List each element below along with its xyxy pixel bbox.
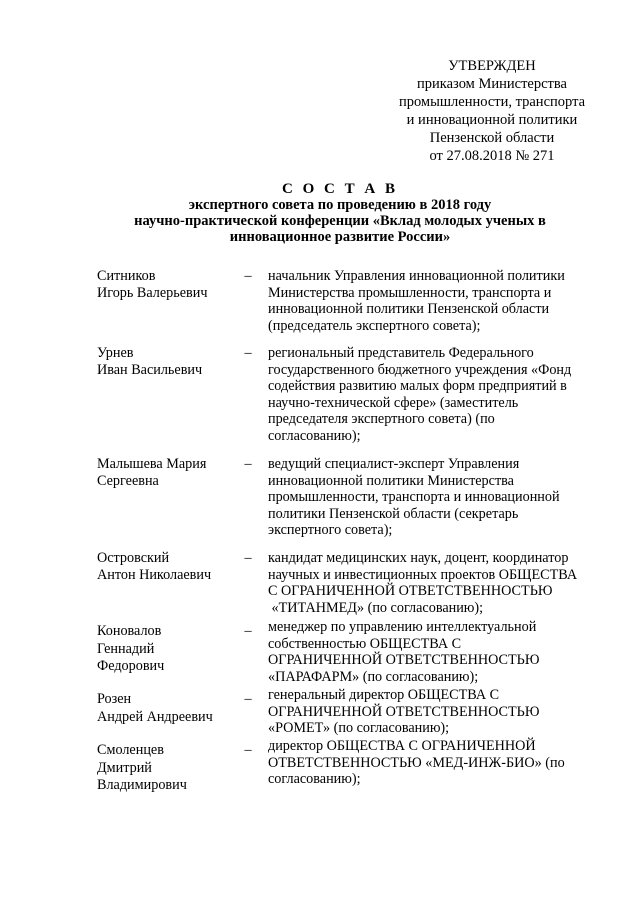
member-name-line: Дмитрий [97,759,152,776]
member-name [97,691,232,726]
member-role [268,268,613,334]
member-role-line: инновационной политики Пензенской области [268,301,550,317]
member-name [97,550,232,583]
member-name [97,268,232,301]
member-role-line: экспертного совета); [268,522,393,538]
member-dash: – [244,550,252,566]
member-name [97,623,232,676]
member-name-line: Андрей Андреевич [97,708,213,725]
member-role-line: «ПАРАФАРМ» (по согласованию); [268,668,479,685]
member-name-line: Смоленцев [97,742,164,758]
title-line: инновационное развитие России» [229,229,451,245]
member-role-line: ОГРАНИЧЕННОЙ ОТВЕТСТВЕННОСТЬЮ [268,703,540,720]
member-name-line: Островский [97,550,170,566]
approval-line: и инновационной политики [406,112,578,128]
member-dash: – [244,456,252,472]
member-name-line: Сергеевна [97,472,159,489]
member-role [268,738,613,788]
member-role [268,550,613,616]
member-name-line: Малышева Мария [97,456,207,472]
member-role-line: согласованию); [268,771,361,787]
member-role-line: Министерства промышленности, транспорта и [268,284,552,301]
title-line: экспертного совета по проведению в 2018 году [188,197,492,213]
member-role-line: собственностью ОБЩЕСТВА С [268,635,462,652]
member-role-line: согласованию); [268,427,361,444]
title-heading: С О С Т А В [282,181,398,197]
member-role-line: (председатель экспертного совета); [268,317,481,334]
member-role-line: менеджер по управлению интеллектуальной [268,619,537,635]
title-line: научно-практической конференции «Вклад молодых ученых в [134,213,546,229]
member-role-line: инновационной политики Министерства [268,472,514,489]
member-dash: – [244,691,252,707]
member-name-line: Урнев [97,345,134,361]
member-dash: – [244,345,252,361]
member-role-line: региональный представитель Федерального [268,345,534,361]
document-title [40,181,640,245]
member-role-line: «ТИТАНМЕД» (по согласованию); [268,599,484,616]
member-role-line: научно-технической сфере» (заместитель [268,394,519,411]
approval-line: Пензенской области [429,130,555,146]
member-role-line: промышленности, транспорта и инновационной [268,489,560,505]
member-role [268,345,613,444]
approval-line: приказом Министерства [417,76,567,92]
member-name-line: Антон Николаевич [97,566,212,583]
member-role [268,456,613,539]
member-role-line: научных и инвестиционных проектов ОБЩЕСТВА [268,566,578,583]
member-role-line: председателя экспертного совета) (по [268,411,495,427]
approval-line: промышленности, транспорта [398,94,586,110]
member-role-line: генеральный директор ОБЩЕСТВА С [268,687,500,703]
member-name [97,742,232,795]
member-role-line: начальник Управления инновационной политики [268,268,565,284]
member-name-line: Игорь Валерьевич [97,284,208,301]
approval-line: УТВЕРЖДЕН [448,58,536,74]
member-role [268,687,613,737]
member-role-line: ОТВЕТСТВЕННОСТЬЮ «МЕД-ИНЖ-БИО» (по [268,754,565,771]
member-role-line: «РОМЕТ» (по согласованию); [268,720,450,736]
member-role-line: ОГРАНИЧЕННОЙ ОТВЕТСТВЕННОСТЬЮ [268,652,540,668]
approval-stamp [372,57,612,165]
member-role-line: государственного бюджетного учреждения «Фонд [268,361,572,378]
member-name [97,456,232,489]
member-role-line: содействия развитию малых форм предприятий в [268,378,567,394]
member-name-line: Розен [97,691,132,707]
member-name-line: Коновалов [97,623,162,639]
member-role-line: С ОГРАНИЧЕННОЙ ОТВЕТСТВЕННОСТЬЮ [268,583,553,599]
approval-line: от 27.08.2018 № 271 [429,148,555,164]
member-dash: – [244,268,252,284]
member-name [97,345,232,378]
member-name-line: Владимирович [97,777,187,793]
member-role-line: ведущий специалист-эксперт Управления [268,456,520,472]
member-role-line: кандидат медицинских наук, доцент, координатор [268,550,569,566]
member-name-line: Ситников [97,268,156,284]
member-name-line: Федорович [97,658,165,674]
member-role-line: директор ОБЩЕСТВА С ОГРАНИЧЕННОЙ [268,738,536,754]
member-dash: – [244,742,252,758]
member-name-line: Геннадий [97,640,155,657]
member-role-line: политики Пензенской области (секретарь [268,505,519,522]
member-dash: – [244,623,252,639]
member-role [268,619,613,685]
member-name-line: Иван Васильевич [97,361,203,378]
